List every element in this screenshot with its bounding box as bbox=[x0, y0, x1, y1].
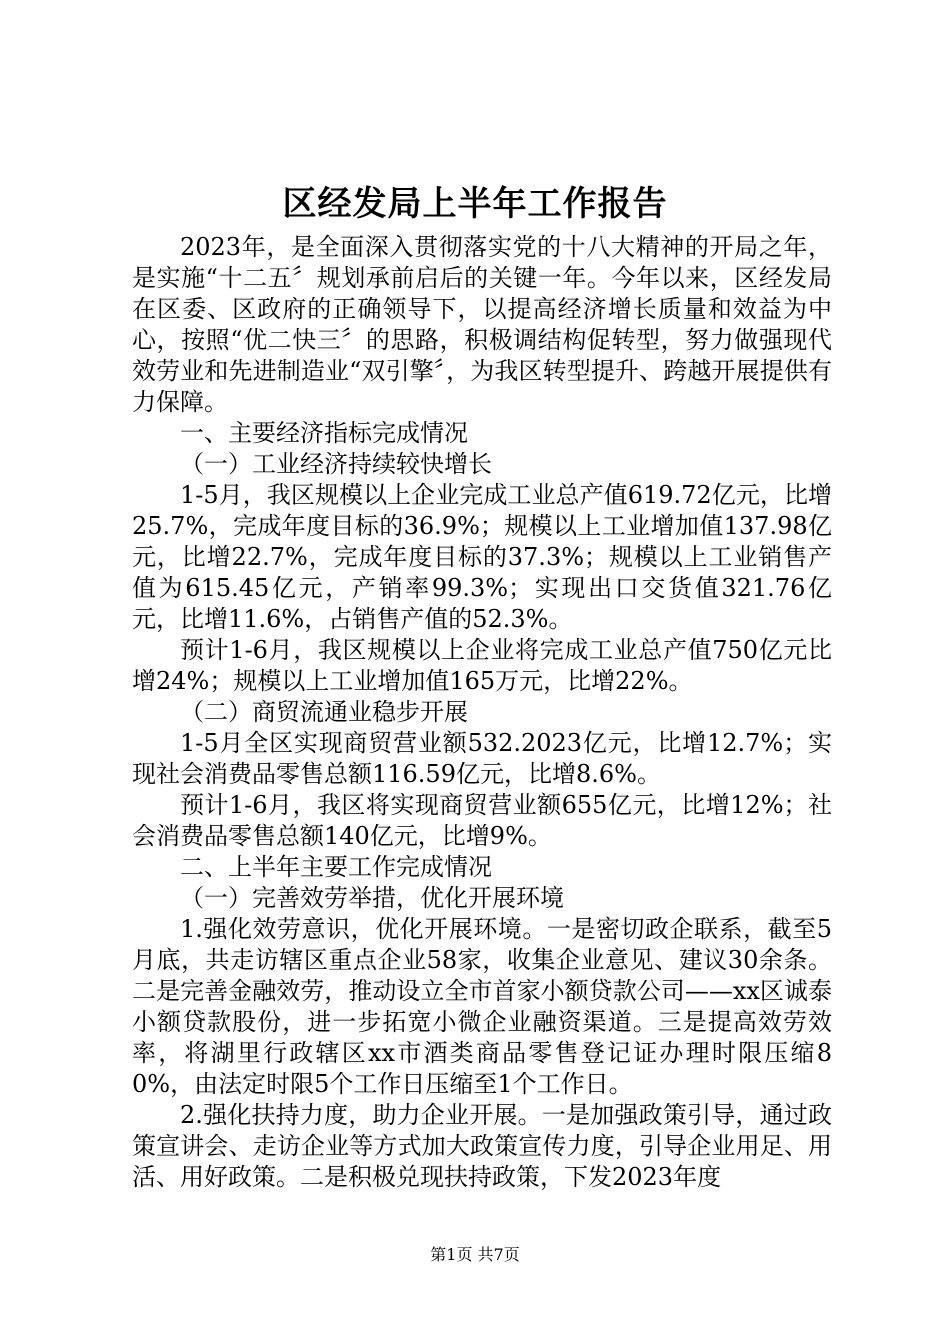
page-title: 区经发局上半年工作报告 bbox=[282, 184, 668, 224]
page-footer: 第1页 共7页 bbox=[430, 1245, 520, 1264]
section-heading-1: 一、主要经济指标完成情况 bbox=[180, 419, 468, 447]
paragraph-service-awareness: 1.强化效劳意识，优化开展环境。一是密切政企联系，截至5月底，共走访辖区重点企业58家，收集企业意见、建议30余条。二是完善金融效劳，推动设立全市首家小额贷款公司——xx区诚泰小额贷款股份，进一步拓宽小微企业融资渠道。三是提高效劳效率，将湖里行政辖区xx市酒类商品零售登记证办理时限压缩80%，由法定时限5个工作日压缩至1个工作日。 bbox=[132, 915, 832, 1098]
subsection-heading-industry: （一）工业经济持续较快增长 bbox=[180, 450, 492, 478]
subsection-heading-commerce: （二）商贸流通业稳步开展 bbox=[180, 698, 468, 726]
paragraph-commerce-stats: 1-5月全区实现商贸营业额532.2023亿元，比增12.7%；实现社会消费品零售总额116.59亿元，比增8.6%。 bbox=[132, 729, 832, 788]
paragraph-commerce-forecast: 预计1-6月，我区将实现商贸营业额655亿元，比增12%；社会消费品零售总额140亿元，比增9%。 bbox=[132, 791, 832, 850]
paragraph-support-policy: 2.强化扶持力度，助力企业开展。一是加强政策引导，通过政策宣讲会、走访企业等方式加大政策宣传力度，引导企业用足、用活、用好政策。二是积极兑现扶持政策，下发2023年度 bbox=[132, 1101, 832, 1191]
subsection-heading-service: （一）完善效劳举措，优化开展环境 bbox=[180, 884, 564, 912]
document-body bbox=[132, 232, 832, 1193]
paragraph-industry-forecast: 预计1-6月，我区规模以上企业将完成工业总产值750亿元比增24%；规模以上工业增加值165万元，比增22%。 bbox=[132, 636, 832, 695]
section-heading-2: 二、上半年主要工作完成情况 bbox=[180, 853, 492, 881]
paragraph-industry-stats: 1-5月，我区规模以上企业完成工业总产值619.72亿元，比增25.7%，完成年度目标的36.9%；规模以上工业增加值137.98亿元，比增22.7%，完成年度目标的37.3%；规模以上工业销售产值为615.45亿元，产销率99.3%；实现出口交货值321.76亿元，比增11.6%，占销售产值的52.3%。 bbox=[132, 481, 832, 633]
paragraph-intro: 2023年，是全面深入贯彻落实党的十八大精神的开局之年，是实施“十二五〞规划承前启后的关键一年。今年以来，区经发局在区委、区政府的正确领导下，以提高经济增长质量和效益为中心，按照“优二快三〞的思路，积极调结构促转型，努力做强现代效劳业和先进制造业“双引擎〞，为我区转型提升、跨越开展提供有力保障。 bbox=[132, 233, 832, 416]
